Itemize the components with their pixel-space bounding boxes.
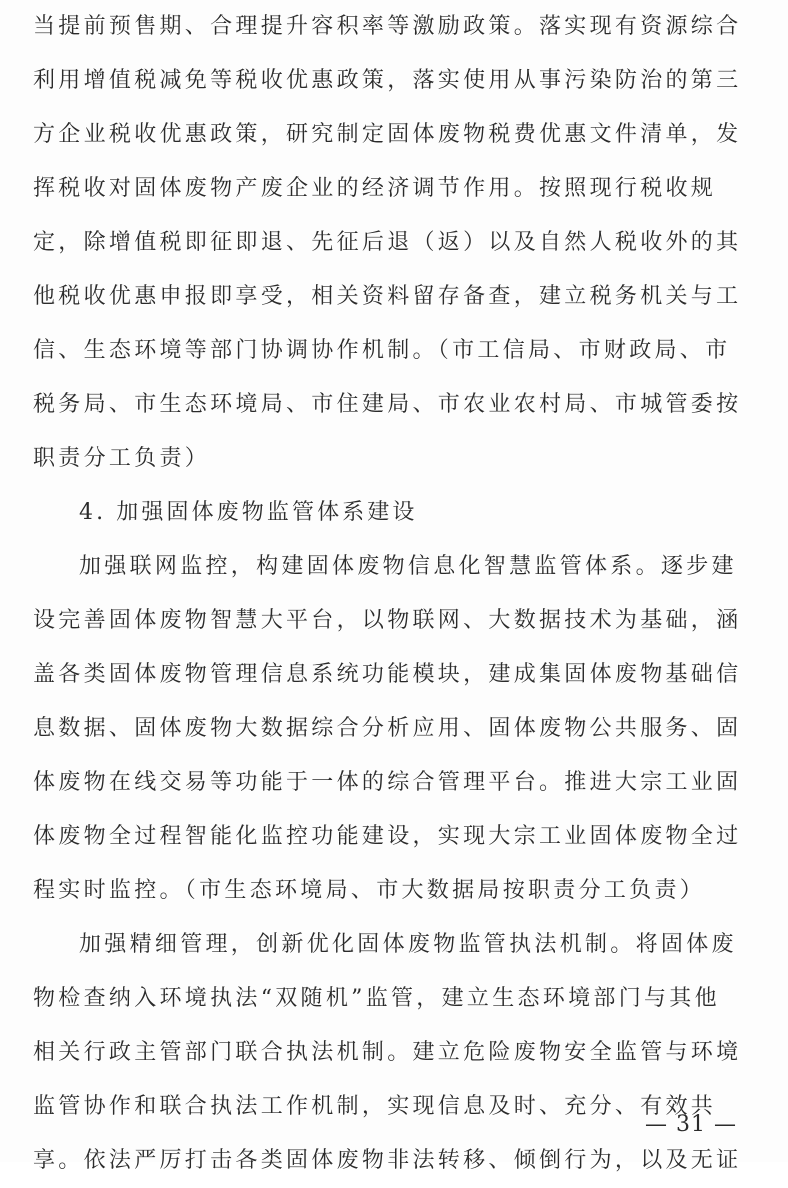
page-number: — 31 —	[645, 1112, 737, 1137]
text-line: 职责分工负责）	[33, 446, 211, 471]
section-heading: 4. 加强固体废物监管体系建设	[79, 500, 418, 525]
text-line: 息数据、固体废物大数据综合分析应用、固体废物公共服务、固	[33, 716, 742, 741]
text-line: 相关行政主管部门联合执法机制。建立危险废物安全监管与环境	[33, 1040, 742, 1065]
text-line: 利用增值税减免等税收优惠政策，落实使用从事污染防治的第三	[33, 68, 742, 93]
text-line: 监管协作和联合执法工作机制，实现信息及时、充分、有效共	[33, 1094, 717, 1119]
text-line: 程实时监控。（市生态环境局、市大数据局按职责分工负责）	[33, 878, 706, 903]
text-line: 体废物全过程智能化监控功能建设，实现大宗工业固体废物全过	[33, 824, 742, 849]
text-line: 享。依法严厉打击各类固体废物非法转移、倾倒行为，以及无证	[33, 1148, 742, 1173]
text-line: 当提前预售期、合理提升容积率等激励政策。落实现有资源综合	[33, 14, 742, 39]
text-line: 税务局、市生态环境局、市住建局、市农业农村局、市城管委按	[33, 392, 742, 417]
text-line: 盖各类固体废物管理信息系统功能模块，建成集固体废物基础信	[33, 662, 742, 687]
text-line: 体废物在线交易等功能于一体的综合管理平台。推进大宗工业固	[33, 770, 742, 795]
text-line: 定，除增值税即征即退、先征后退（返）以及自然人税收外的其	[33, 230, 742, 255]
paragraph-first-line: 加强精细管理，创新优化固体废物监管执法机制。将固体废	[79, 932, 737, 957]
paragraph-first-line: 加强联网监控，构建固体废物信息化智慧监管体系。逐步建	[79, 554, 737, 579]
text-line: 方企业税收优惠政策，研究制定固体废物税费优惠文件清单，发	[33, 122, 742, 147]
text-line: 设完善固体废物智慧大平台，以物联网、大数据技术为基础，涵	[33, 608, 742, 633]
text-line: 他税收优惠申报即享受，相关资料留存备查，建立税务机关与工	[33, 284, 742, 309]
body-text	[33, 0, 768, 1188]
text-line: 挥税收对固体废物产废企业的经济调节作用。按照现行税收规	[33, 176, 717, 201]
text-line: 信、生态环境等部门协调协作机制。（市工信局、市财政局、市	[33, 338, 731, 363]
text-line: 物检查纳入环境执法“双随机”监管，建立生态环境部门与其他	[33, 986, 720, 1011]
